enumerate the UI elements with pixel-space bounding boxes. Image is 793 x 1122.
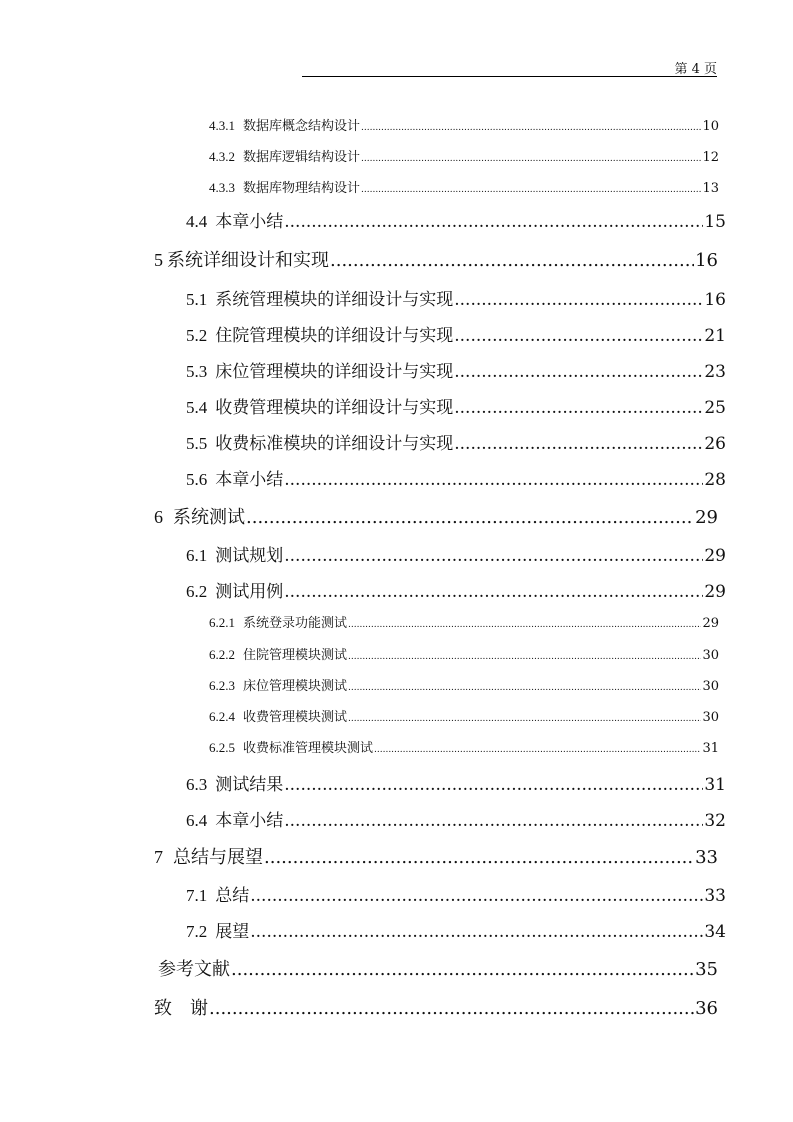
toc-entry-title: 本章小结: [215, 811, 284, 831]
toc-entry-title: 总结与展望: [173, 847, 263, 868]
toc-leader-dots: [284, 775, 703, 795]
toc-entry-title: 数据库逻辑结构设计: [243, 150, 361, 165]
toc-entry[interactable]: [209, 675, 719, 694]
toc-entry[interactable]: [154, 246, 718, 272]
toc-entry[interactable]: [209, 612, 719, 631]
header-rule: [302, 76, 717, 77]
toc-entry-page: 33: [695, 847, 718, 868]
toc-entry-number: 6.2: [186, 582, 208, 601]
toc-entry-page: 33: [704, 886, 726, 906]
toc-entry[interactable]: [186, 770, 726, 795]
toc-entry-number: 6.2.4: [209, 709, 235, 724]
toc-entry-number: 6.2.5: [209, 740, 235, 755]
toc-entry-title: 系统测试: [173, 507, 245, 528]
toc-entry[interactable]: [186, 806, 726, 831]
toc-leader-dots: [284, 582, 703, 602]
toc-entry-title: 数据库概念结构设计: [243, 119, 361, 134]
toc-entry[interactable]: [209, 115, 719, 134]
toc-entry-title: 测试用例: [215, 582, 284, 602]
toc-entry-page: 29: [695, 507, 718, 528]
toc-entry-number: 5.4: [186, 398, 208, 417]
toc-entry-page: 23: [704, 362, 726, 382]
toc-entry-page: 25: [704, 398, 726, 418]
toc-entry-number: 4.3.1: [209, 118, 235, 133]
toc-entry-page: 15: [704, 212, 726, 232]
toc-entry-title: 展望: [215, 922, 250, 942]
toc-entry-title: 收费管理模块测试: [243, 710, 348, 725]
toc-entry-page: 32: [704, 811, 726, 831]
toc-entry-number: 7.2: [186, 922, 208, 941]
toc-entry-number: 4.3.3: [209, 180, 235, 195]
toc-entry-number: 4.3.2: [209, 149, 235, 164]
toc-leader-dots: [361, 123, 701, 133]
toc-entry[interactable]: [186, 541, 726, 566]
toc-entry-number: 7.1: [186, 886, 208, 905]
toc-entry-number: 6: [154, 507, 163, 527]
toc-leader-dots: [454, 434, 703, 454]
toc-entry-page: 29: [702, 616, 719, 631]
toc-leader-dots: [250, 886, 703, 906]
toc-entry-title: 本章小结: [215, 470, 284, 490]
toc-entry-title: 系统登录功能测试: [243, 616, 348, 631]
toc-leader-dots: [348, 714, 701, 724]
toc-leader-dots: [284, 212, 703, 232]
toc-entry[interactable]: [209, 737, 719, 756]
toc-entry-page: 31: [702, 741, 719, 756]
toc-leader-dots: [284, 470, 703, 490]
toc-entry-page: 26: [704, 434, 726, 454]
toc-leader-dots: [454, 398, 703, 418]
toc-entry-title: 测试规划: [215, 546, 284, 566]
page-number-label: 第 4 页: [674, 62, 717, 77]
toc-entry-number: 5.2: [186, 326, 208, 345]
toc-entry-page: 36: [695, 998, 718, 1019]
toc-leader-dots: [348, 683, 701, 693]
toc-leader-dots: [454, 290, 703, 310]
toc-entry-title: 参考文献: [158, 959, 230, 980]
toc-entry-page: 16: [704, 290, 726, 310]
toc-entry-page: 12: [702, 150, 719, 165]
toc-leader-dots: [361, 185, 701, 195]
toc-entry[interactable]: [209, 644, 719, 663]
toc-leader-dots: [454, 326, 703, 346]
toc-entry-page: 28: [704, 470, 726, 490]
toc-entry[interactable]: [209, 706, 719, 725]
toc-entry-page: 30: [702, 648, 719, 663]
toc-entry[interactable]: [186, 321, 726, 346]
toc-entry-page: 21: [704, 326, 726, 346]
toc-entry-page: 16: [695, 250, 718, 271]
toc-entry-number: 5.3: [186, 362, 208, 381]
toc-entry[interactable]: [186, 577, 726, 602]
toc-entry[interactable]: [186, 465, 726, 490]
toc-leader-dots: [361, 154, 701, 164]
toc-leader-dots: [454, 362, 703, 382]
toc-entry-page: 10: [702, 119, 719, 134]
toc-entry-page: 34: [704, 922, 726, 942]
toc-entry[interactable]: [209, 146, 719, 165]
toc-entry-title: 总结: [215, 886, 250, 906]
toc-entry-title: 系统管理模块的详细设计与实现: [215, 290, 454, 310]
toc-leader-dots: [348, 652, 701, 662]
toc-entry-number: 6.1: [186, 546, 208, 565]
toc-entry-number: 5.5: [186, 434, 208, 453]
toc-entry-page: 30: [702, 679, 719, 694]
toc-entry-title: 本章小结: [215, 212, 284, 232]
toc-entry[interactable]: [186, 207, 726, 232]
toc-entry-page: 13: [702, 181, 719, 196]
toc-entry-number: 5: [154, 250, 163, 270]
toc-leader-dots: [264, 847, 694, 868]
toc-entry-number: 6.3: [186, 775, 208, 794]
toc-entry-number: 6.2.2: [209, 647, 235, 662]
toc-entry-title: 测试结果: [215, 775, 284, 795]
toc-leader-dots: [284, 546, 703, 566]
toc-entry-number: 6.4: [186, 811, 208, 830]
toc-entry[interactable]: [186, 917, 726, 942]
toc-entry-title: 致 谢: [154, 998, 208, 1019]
toc-entry[interactable]: [186, 357, 726, 382]
toc-entry-title: 住院管理模块的详细设计与实现: [215, 326, 454, 346]
toc-entry-title: 床位管理模块测试: [243, 679, 348, 694]
toc-leader-dots: [250, 922, 703, 942]
toc-entry-number: 6.2.3: [209, 678, 235, 693]
toc-entry[interactable]: [154, 843, 718, 869]
toc-entry-page: 35: [695, 959, 718, 980]
toc-entry[interactable]: [154, 503, 718, 529]
toc-entry-page: 30: [702, 710, 719, 725]
toc-leader-dots: [330, 250, 694, 271]
toc-entry[interactable]: [186, 429, 726, 454]
toc-leader-dots: [374, 745, 701, 755]
toc-entry-page: 31: [704, 775, 726, 795]
toc-entry-number: 6.2.1: [209, 615, 235, 630]
toc-entry[interactable]: [158, 955, 718, 981]
toc-entry-number: 4.4: [186, 212, 208, 231]
toc-entry[interactable]: [209, 177, 719, 196]
toc-leader-dots: [231, 959, 694, 980]
toc-entry-number: 5.1: [186, 290, 208, 309]
toc-entry-title: 数据库物理结构设计: [243, 181, 361, 196]
toc-entry-number: 5.6: [186, 470, 208, 489]
toc-entry-title: 住院管理模块测试: [243, 648, 348, 663]
toc-entry-number: 7: [154, 847, 163, 867]
toc-entry-page: 29: [704, 546, 726, 566]
toc-entry[interactable]: [154, 994, 718, 1020]
toc-leader-dots: [246, 507, 694, 528]
toc-entry[interactable]: [186, 285, 726, 310]
toc-entry-title: 床位管理模块的详细设计与实现: [215, 362, 454, 382]
toc-entry[interactable]: [186, 393, 726, 418]
toc-leader-dots: [209, 998, 694, 1019]
toc-entry-title: 收费标准管理模块测试: [243, 741, 374, 756]
toc-entry-title: 收费管理模块的详细设计与实现: [215, 398, 454, 418]
toc-leader-dots: [284, 811, 703, 831]
toc-entry-title: 系统详细设计和实现: [167, 250, 329, 271]
toc-entry[interactable]: [186, 881, 726, 906]
toc-entry-title: 收费标准模块的详细设计与实现: [215, 434, 454, 454]
toc-leader-dots: [348, 620, 701, 630]
toc-entry-page: 29: [704, 582, 726, 602]
